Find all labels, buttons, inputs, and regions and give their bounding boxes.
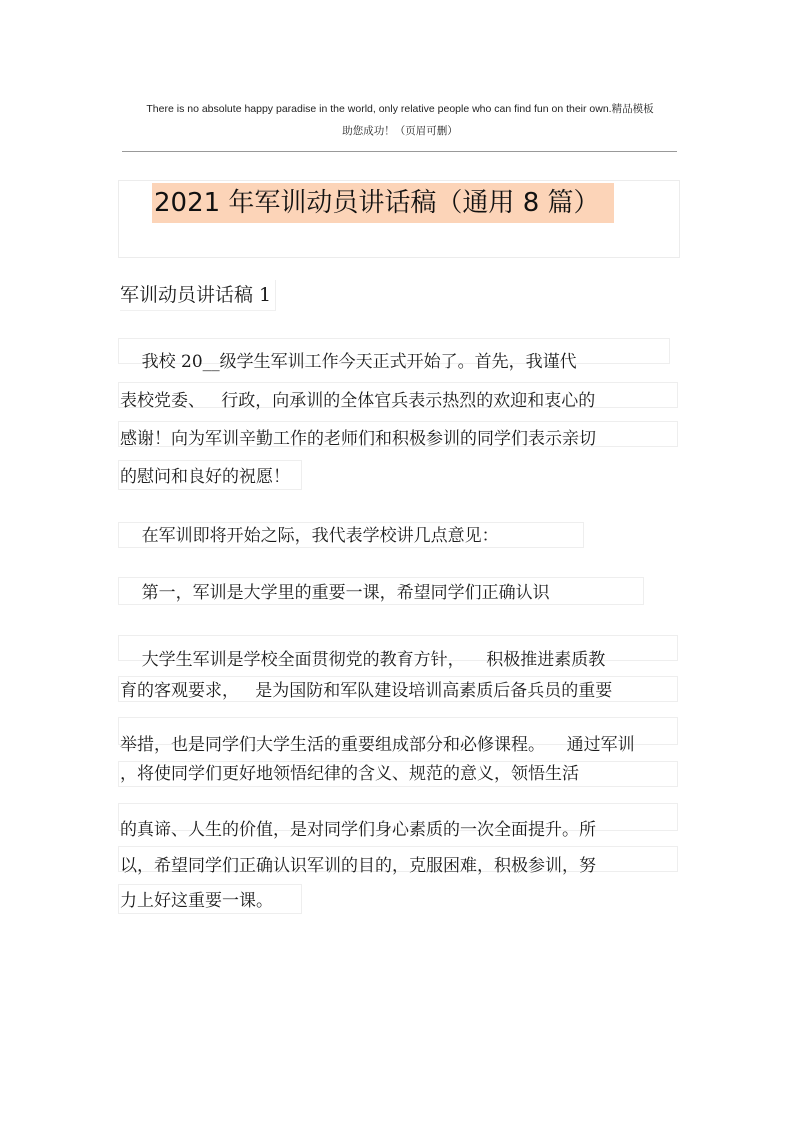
paragraph-4-line-4: ，将使同学们更好地领悟纪律的含义、规范的意义，领悟生活 bbox=[120, 764, 579, 784]
paragraph-4-line-5: 的真谛、人生的价值，是对同学们身心素质的一次全面提升。所 bbox=[120, 820, 596, 840]
paragraph-2-line-1: 在军训即将开始之际，我代表学校讲几点意见： bbox=[120, 526, 499, 546]
paragraph-1-line-4: 的慰问和良好的祝愿！ bbox=[120, 467, 290, 487]
paragraph-1-line-2: 表校党委、 行政，向承训的全体官兵表示热烈的欢迎和衷心的 bbox=[120, 391, 596, 411]
section-heading: 军训动员讲话稿 1 bbox=[120, 280, 276, 311]
paragraph-4-line-6: 以，希望同学们正确认识军训的目的，克服困难，积极参训，努 bbox=[120, 856, 596, 876]
paragraph-1-line-1: 我校 20__级学生军训工作今天正式开始了。首先，我谨代 bbox=[120, 352, 577, 372]
paragraph-4-line-2: 育的客观要求， 是为国防和军队建设培训高素质后备兵员的重要 bbox=[120, 681, 613, 701]
paragraph-4-line-7: 力上好这重要一课。 bbox=[120, 891, 273, 911]
header-line-1: There is no absolute happy paradise in the world, only relative people who can find fun on their own.精品模板 bbox=[146, 103, 654, 115]
header-line-2: 助您成功！（页眉可删） bbox=[342, 125, 458, 137]
paragraph-3-line-1: 第一，军训是大学里的重要一课，希望同学们正确认识 bbox=[120, 583, 550, 603]
paragraph-4-line-3: 举措，也是同学们大学生活的重要组成部分和必修课程。 通过军训 bbox=[120, 735, 635, 755]
page-header bbox=[120, 98, 680, 142]
document-title: 2021 年军训动员讲话稿（通用 8 篇） bbox=[152, 183, 614, 223]
paragraph-4-line-1: 大学生军训是学校全面贯彻党的教育方针， 积极推进素质教 bbox=[120, 650, 606, 670]
paragraph-1-line-3: 感谢！向为军训辛勤工作的老师们和积极参训的同学们表示亲切 bbox=[120, 429, 596, 449]
header-divider bbox=[122, 151, 677, 152]
